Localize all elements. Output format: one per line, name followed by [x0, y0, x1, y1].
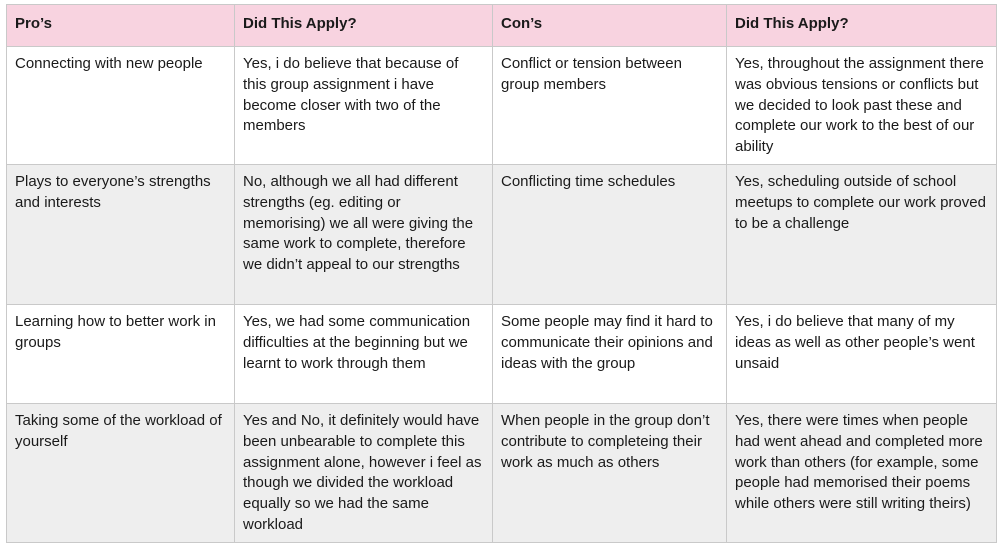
header-pros: Pro’s: [7, 5, 235, 47]
con-applied-cell: Yes, scheduling outside of school meetups to complete our work proved to be a challenge: [727, 164, 997, 304]
pro-cell: Plays to everyone’s strengths and interests: [7, 164, 235, 304]
table-row: [7, 164, 997, 304]
header-row: [7, 5, 997, 47]
pro-cell: Connecting with new people: [7, 47, 235, 165]
table-row: [7, 403, 997, 542]
pros-cons-table: [6, 4, 997, 543]
con-applied-cell: Yes, throughout the assignment there was obvious tensions or conflicts but we decided to look past these and complete our work to the best of our ability: [727, 47, 997, 165]
header-pros-applied: Did This Apply?: [235, 5, 493, 47]
pro-applied-cell: Yes and No, it definitely would have been unbearable to complete this assignment alone, however i feel as though we divided the workload equally so we had the same workload: [235, 403, 493, 542]
pro-cell: Learning how to better work in groups: [7, 304, 235, 403]
table-row: [7, 47, 997, 165]
header-cons-applied: Did This Apply?: [727, 5, 997, 47]
con-cell: Conflict or tension between group members: [493, 47, 727, 165]
pro-applied-cell: Yes, i do believe that because of this group assignment i have become closer with two of the members: [235, 47, 493, 165]
header-cons: Con’s: [493, 5, 727, 47]
pro-applied-cell: Yes, we had some communication difficulties at the beginning but we learnt to work through them: [235, 304, 493, 403]
con-applied-cell: Yes, there were times when people had went ahead and completed more work than others (for example, some people had memorised their poems while others were still writing theirs): [727, 403, 997, 542]
con-cell: When people in the group don’t contribute to completeing their work as much as others: [493, 403, 727, 542]
pros-cons-table-container: [6, 4, 996, 543]
con-applied-cell: Yes, i do believe that many of my ideas as well as other people’s went unsaid: [727, 304, 997, 403]
con-cell: Some people may find it hard to communicate their opinions and ideas with the group: [493, 304, 727, 403]
pro-applied-cell: No, although we all had different strengths (eg. editing or memorising) we all were giving the same work to complete, therefore we didn’t appeal to our strengths: [235, 164, 493, 304]
table-row: [7, 304, 997, 403]
pro-cell: Taking some of the workload of yourself: [7, 403, 235, 542]
con-cell: Conflicting time schedules: [493, 164, 727, 304]
